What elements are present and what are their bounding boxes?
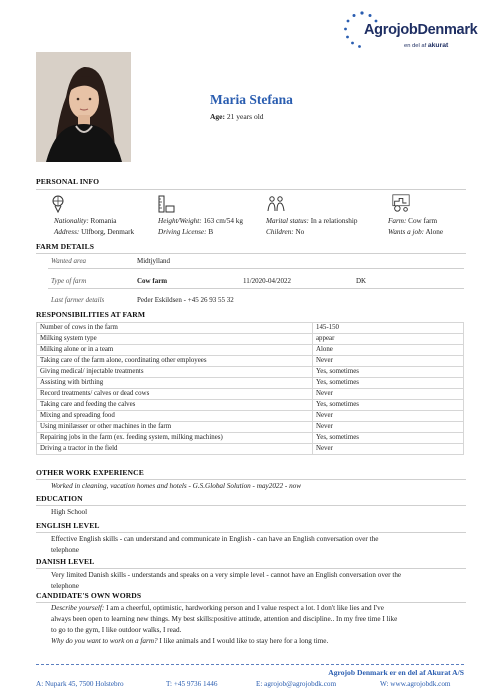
footer-website[interactable]: W: www.agrojobdk.com (380, 680, 451, 688)
section-own-words: CANDIDATE'S OWN WORDS (36, 591, 142, 600)
section-farm-details: FARM DETAILS (36, 242, 95, 251)
logo-brand-text: AgrojobDenmark (364, 22, 478, 38)
responsibilities-table (36, 322, 464, 455)
table-row (37, 411, 464, 422)
personal-col-4: Farm: Cow farm Wants a job: Alone (388, 217, 444, 236)
tractor-icon (391, 193, 411, 213)
logo-subtext: en del af akurat (404, 42, 449, 49)
divider (48, 268, 464, 269)
education-text: High School (51, 508, 88, 516)
value-cell: Yes, sometimes (313, 378, 464, 389)
task-cell: Record treatments/ calves or dead cows (37, 389, 313, 400)
farm-wanted-area: Midtjylland (137, 257, 171, 265)
other-work-text: Worked in cleaning, vacation homes and hotels - G.S.Global Solution - may2022 - now (51, 482, 302, 490)
candidate-age: Age: 21 years old (210, 112, 264, 121)
divider (36, 479, 466, 480)
table-row (37, 444, 464, 455)
table-row (37, 422, 464, 433)
value-cell: Never (313, 444, 464, 455)
table-row (37, 323, 464, 334)
divider (36, 189, 466, 190)
candidate-photo (36, 52, 131, 162)
value-cell: Never (313, 389, 464, 400)
value-cell: appear (313, 334, 464, 345)
divider (36, 568, 466, 569)
value-cell: Never (313, 356, 464, 367)
section-responsibilities: RESPONSIBILITIES AT FARM (36, 310, 146, 319)
section-danish: DANISH LEVEL (36, 557, 95, 566)
task-cell: Repairing jobs in the farm (ex. feeding system, milking machines) (37, 433, 313, 444)
farm-last-farmer-label: Last farmer details (51, 296, 105, 304)
english-text: Effective English skills - can understand and communicate in English - can have an English conversation over the telephone (51, 535, 379, 554)
divider (36, 253, 466, 254)
farm-period: 11/2020-04/2022 (243, 277, 291, 285)
task-cell: Driving a tractor in the field (37, 444, 313, 455)
task-cell: Using minilæsser or other machines in the farm (37, 422, 313, 433)
task-cell: Mixing and spreading food (37, 411, 313, 422)
value-cell: Yes, sometimes (313, 433, 464, 444)
footer-phone: T: +45 9736 1446 (166, 680, 218, 688)
task-cell: Taking care of the farm alone, coordinating other employees (37, 356, 313, 367)
task-cell: Number of cows in the farm (37, 323, 313, 334)
divider (36, 532, 466, 533)
task-cell: Giving medical/ injectable treatments (37, 367, 313, 378)
task-cell: Milking system type (37, 334, 313, 345)
footer-company: Agrojob Denmark er en del af Akurat A/S (328, 668, 464, 677)
section-education: EDUCATION (36, 494, 83, 503)
task-cell: Assisting with birthing (37, 378, 313, 389)
footer-divider (36, 664, 464, 665)
value-cell: Alone (313, 345, 464, 356)
passport-icon (48, 194, 68, 214)
divider (48, 288, 464, 289)
section-personal-info: PERSONAL INFO (36, 177, 100, 186)
personal-col-1: Nationality: Romania Address: Ulfborg, Denmark (54, 217, 135, 236)
value-cell: Yes, sometimes (313, 400, 464, 411)
table-row (37, 334, 464, 345)
table-row (37, 356, 464, 367)
table-row (37, 389, 464, 400)
section-other-work: OTHER WORK EXPERIENCE (36, 468, 144, 477)
task-cell: Milking alone or in a team (37, 345, 313, 356)
footer-address: A: Nupark 45, 7500 Holstebro (36, 680, 124, 688)
family-icon (266, 194, 286, 214)
farm-type: Cow farm (137, 277, 168, 285)
danish-text: Very limited Danish skills - understands and speaks on a very simple level - cannot have an English conversation over the telephone (51, 571, 402, 590)
value-cell: Never (313, 422, 464, 433)
company-logo (342, 10, 482, 56)
table-row (37, 378, 464, 389)
table-row (37, 433, 464, 444)
farm-country: DK (356, 277, 367, 285)
section-english: ENGLISH LEVEL (36, 521, 100, 530)
farm-last-farmer: Peder Eskildsen - +45 26 93 55 32 (137, 296, 234, 304)
personal-col-3: Marital status: In a relationship Children: No (266, 217, 358, 236)
value-cell: Never (313, 411, 464, 422)
task-cell: Taking care and feeding the calves (37, 400, 313, 411)
divider (36, 505, 466, 506)
table-row (37, 400, 464, 411)
ruler-scale-icon (156, 194, 176, 214)
candidate-name: Maria Stefana (210, 92, 293, 107)
table-row (37, 367, 464, 378)
table-row (37, 345, 464, 356)
value-cell: Yes, sometimes (313, 367, 464, 378)
value-cell: 145-150 (313, 323, 464, 334)
farm-type-label: Type of farm (51, 277, 87, 285)
farm-wanted-area-label: Wanted area (51, 257, 87, 265)
personal-col-2: Height/Weight: 163 cm/54 kg Driving License: B (158, 217, 243, 236)
own-words-text: Describe yourself: I am a cheerful, optimistic, hardworking person and I value respect a lot. I don't like lies and I've always been open to learning new things. My best skills:positive attitude, attention and discipline.. In my free time I like to go to the gym, I like outdoor walks, I read. Why do you want to work on a farm? I like animals and I would like to stay here for a long time. (51, 604, 398, 645)
footer-email[interactable]: E: agrojob@agrojobdk.com (256, 680, 337, 688)
